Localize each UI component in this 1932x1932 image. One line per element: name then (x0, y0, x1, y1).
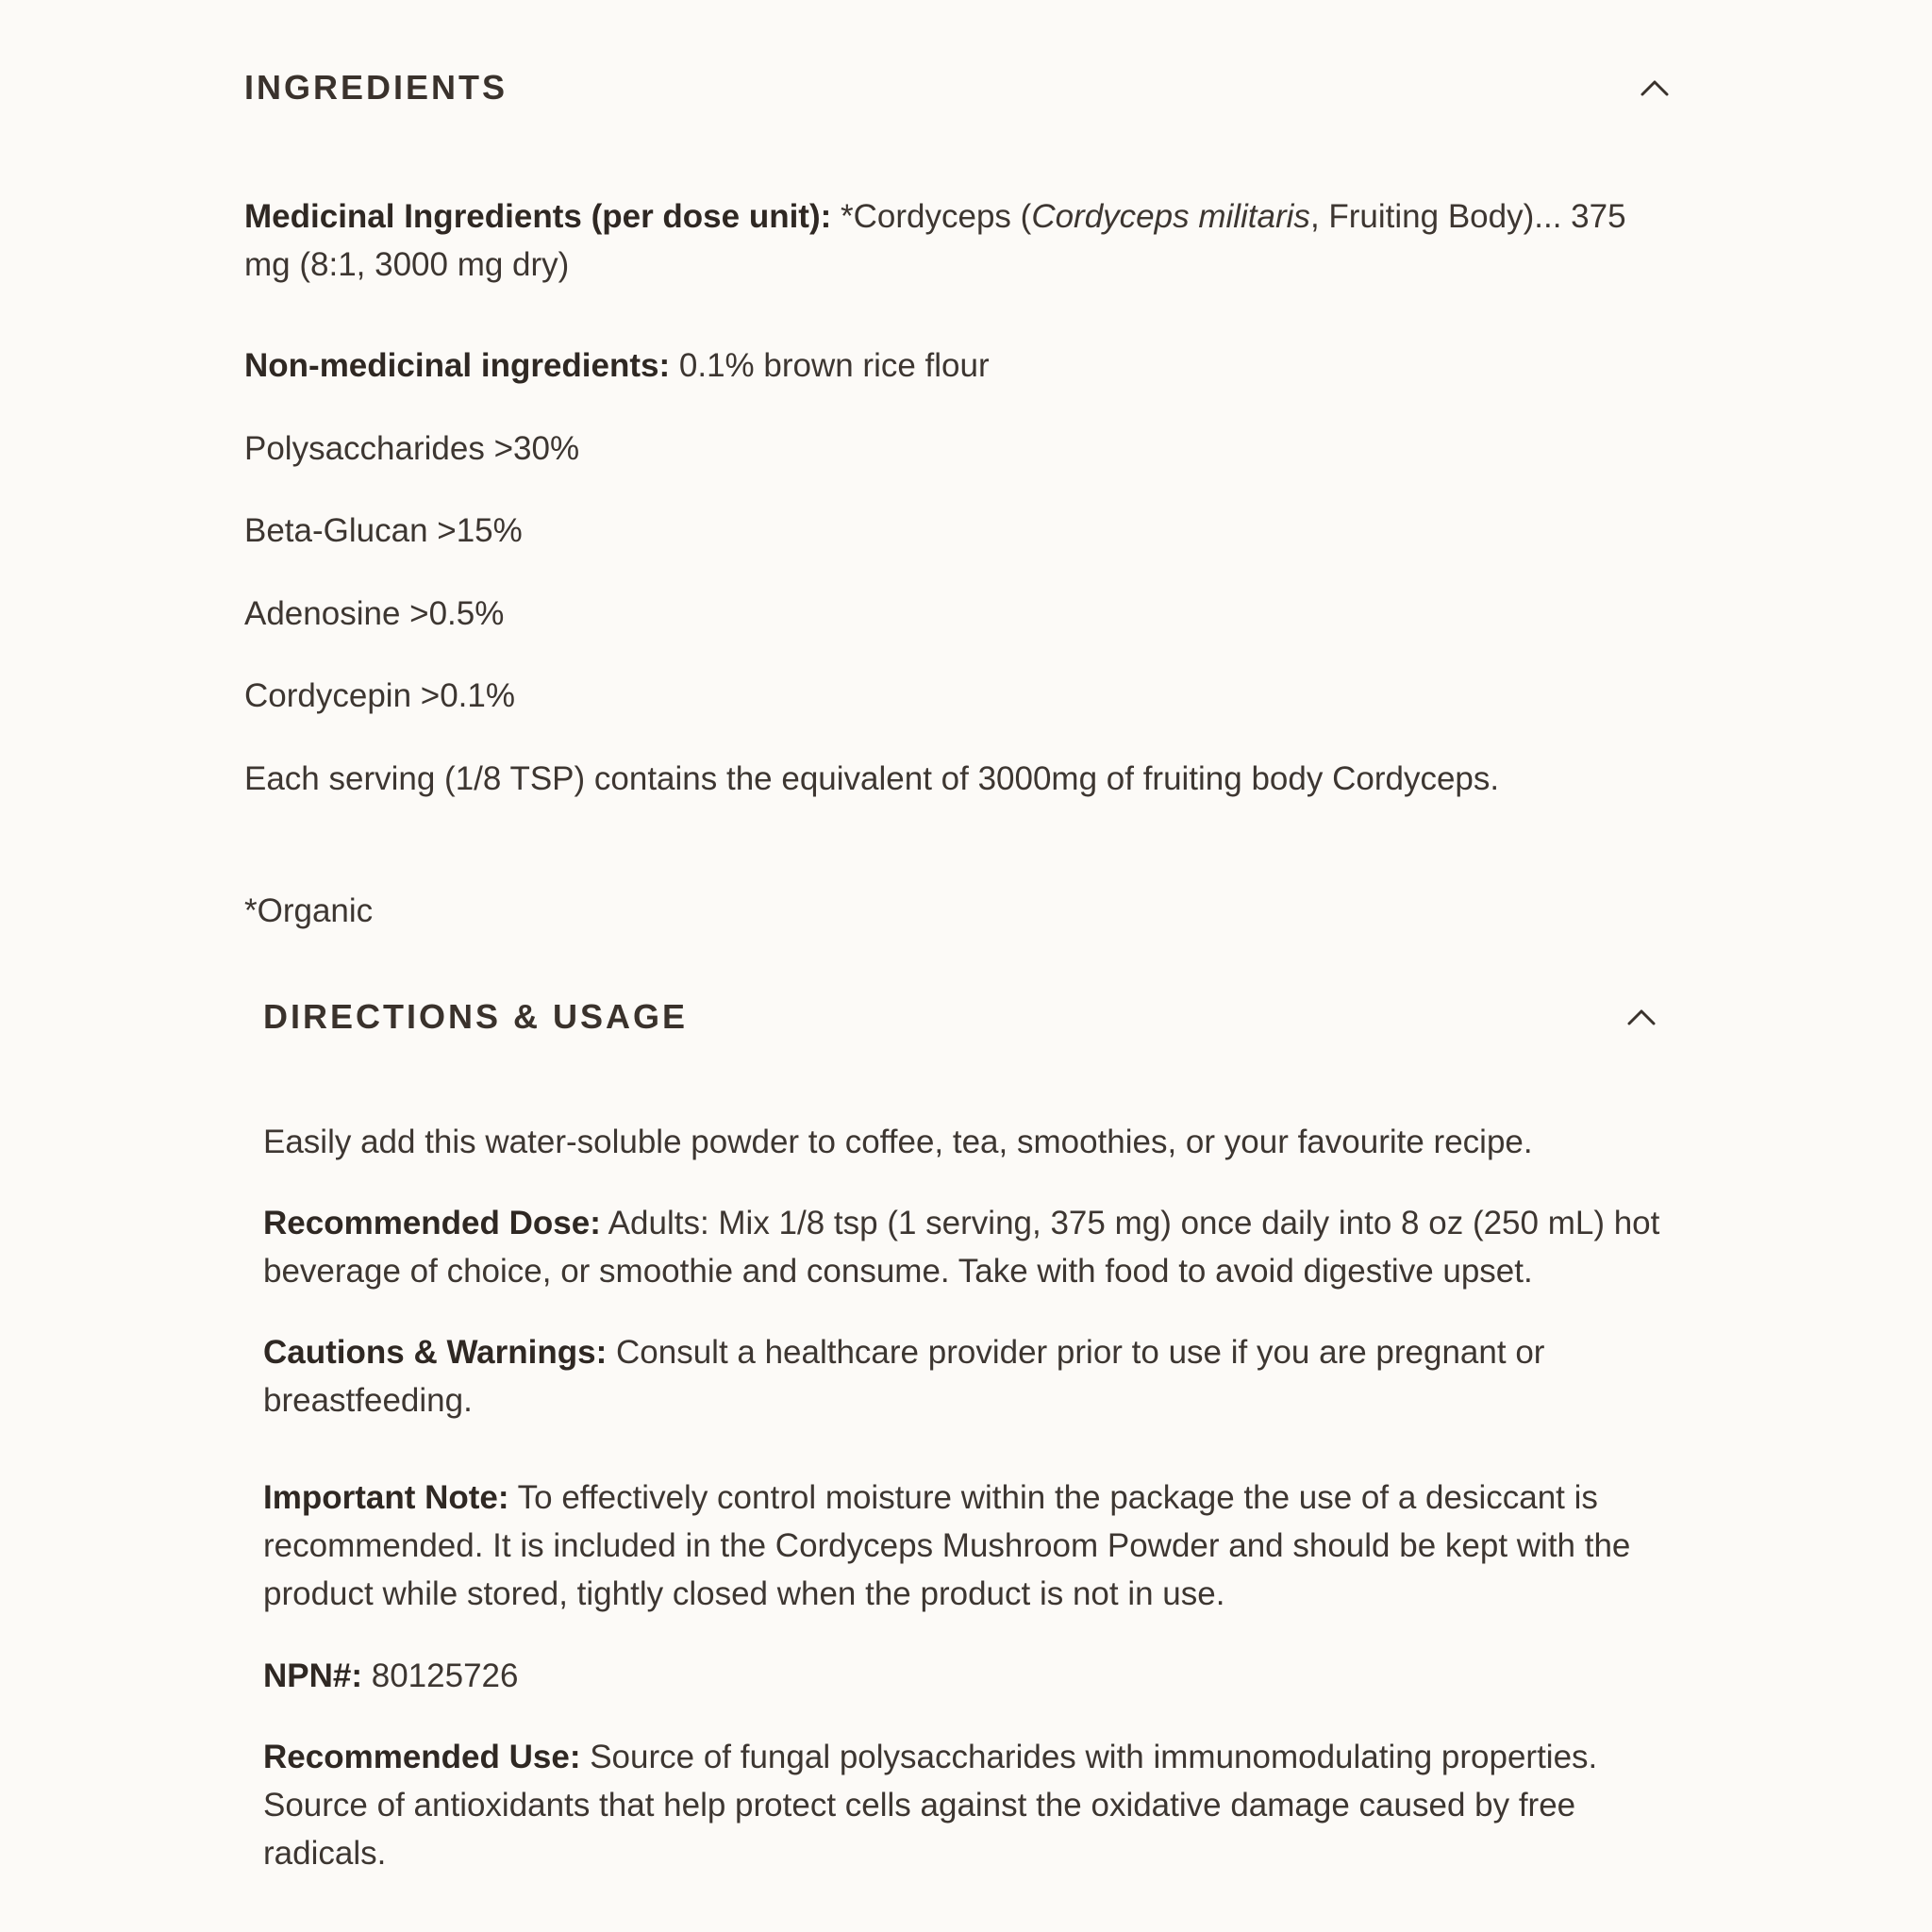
medicinal-species: Cordyceps militaris (1031, 198, 1310, 235)
directions-header[interactable] (263, 993, 1657, 1041)
use-label: Recommended Use: (263, 1739, 581, 1775)
dose-text: Adults: Mix 1/8 tsp (1 serving, 375 mg) once daily into 8 oz (250 mL) hot beverage of choice, or smoothie and consume. Take with food to avoid digestive upset. (263, 1205, 1660, 1290)
polysaccharides: Polysaccharides >30% (244, 430, 580, 467)
recommended-dose (263, 1199, 1678, 1295)
organic-note: *Organic (244, 892, 374, 929)
npn-value: 80125726 (362, 1657, 519, 1694)
ingredients-title: INGREDIENTS (244, 68, 508, 107)
directions-title: DIRECTIONS & USAGE (263, 997, 689, 1036)
adenosine: Adenosine >0.5% (244, 595, 505, 632)
cordycepin: Cordycepin >0.1% (244, 677, 515, 714)
non-medicinal-ingredients (244, 341, 1678, 390)
directions-intro: Easily add this water-soluble powder to coffee, tea, smoothies, or your favourite recipe. (263, 1124, 1533, 1160)
use-text: Source of fungal polysaccharides with immunomodulating properties. Source of antioxidants that help protect cells against the oxidative damage caused by free radicals. (263, 1739, 1598, 1872)
medicinal-ingredients (244, 192, 1678, 289)
cautions-warnings (263, 1328, 1584, 1424)
npn-number (263, 1652, 1678, 1700)
recommended-use (263, 1733, 1659, 1877)
important-note (263, 1474, 1678, 1618)
medicinal-suffix: , Fruiting Body)... 375 mg (8:1, 3000 mg dry) (244, 198, 1626, 283)
non-medicinal-value: 0.1% brown rice flour (670, 347, 990, 384)
cautions-label: Cautions & Warnings: (263, 1334, 608, 1371)
serving-note: Each serving (1/8 TSP) contains the equivalent of 3000mg of fruiting body Cordyceps. (244, 760, 1500, 797)
note-label: Important Note: (263, 1479, 509, 1516)
medicinal-prefix: *Cordyceps ( (831, 198, 1032, 235)
non-medicinal-label: Non-medicinal ingredients: (244, 347, 671, 384)
chevron-up-icon[interactable] (1625, 1001, 1657, 1033)
npn-label: NPN#: (263, 1657, 363, 1694)
ingredients-header[interactable] (244, 64, 1671, 111)
beta-glucan: Beta-Glucan >15% (244, 512, 523, 549)
note-text: To effectively control moisture within the package the use of a desiccant is recommended. It is included in the Cordyceps Mushroom Powder and should be kept with the product while stored, tightly closed when the product is not in use. (263, 1479, 1631, 1612)
medicinal-label: Medicinal Ingredients (per dose unit): (244, 198, 832, 235)
dose-label: Recommended Dose: (263, 1205, 601, 1241)
chevron-up-icon[interactable] (1639, 72, 1671, 104)
cautions-text: Consult a healthcare provider prior to use if you are pregnant or breastfeeding. (263, 1334, 1545, 1419)
